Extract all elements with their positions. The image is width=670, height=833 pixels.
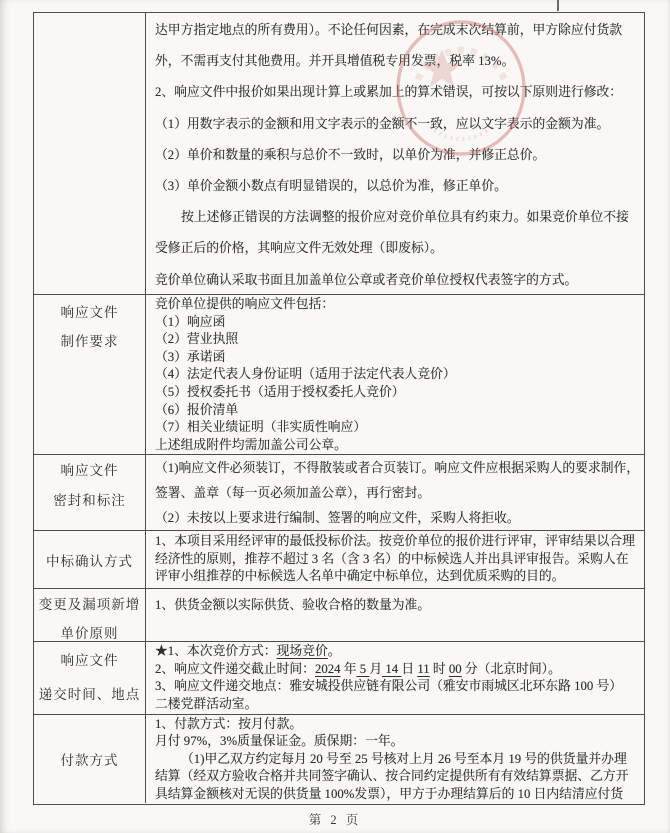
text-line: 2、响应文件中报价如果出现计算上或累加上的算术错误，可按以下原则进行修改： <box>155 85 623 100</box>
scan-artifact-line <box>557 0 559 11</box>
text-line: （3）单价金额小数点有明显错误的，以总价为准，修正单价。 <box>155 179 507 194</box>
underlined-value: 2024 <box>314 661 341 676</box>
text-line: 二楼党群活动室。 <box>155 696 258 711</box>
text-line: （3）承诺函 <box>155 349 226 364</box>
label-cell-empty <box>34 13 146 294</box>
label-cell <box>34 715 146 803</box>
text-line: 竞价单位提供的响应文件包括： <box>155 297 335 311</box>
row-label: 变更及漏项新增 <box>38 597 141 612</box>
content-cell <box>146 295 644 454</box>
label-cell <box>34 455 146 530</box>
row-label: 响应文件 <box>60 653 119 668</box>
row-label: 制作要求 <box>60 334 119 349</box>
underlined-value: 14 <box>382 661 402 676</box>
text-line: 达甲方指定地点的所有费用）。不论任何因素，在完成末次结算前，甲方除应付货款 <box>155 23 623 37</box>
label-cell <box>34 589 146 641</box>
row-label: 响应文件 <box>60 463 119 478</box>
content-cell <box>146 13 644 294</box>
text-line: 上述组成附件均需加盖公司公章。 <box>155 437 347 452</box>
content-cell <box>146 531 644 588</box>
underlined-value: 11 <box>417 661 430 676</box>
text-line: 受修正后的价格，其响应文件无效处理（即废标）。 <box>155 241 443 256</box>
text-line: （4）法定代表人身份证明（适用于法定代表人竞价） <box>155 367 456 382</box>
content-cell <box>146 589 644 641</box>
text-line: （1）响应函 <box>155 314 226 329</box>
table-row-payment-method <box>34 714 644 803</box>
text-line: （7）相关业绩证明（非实质性响应） <box>155 420 367 435</box>
text-line: 具结算金额核对无误的供货量 100%发票），甲方于办理结算后的 10 日内结清应付货 <box>155 786 624 801</box>
text-line: 外，不需再支付其他费用。并开具增值税专用发票，税率 13%。 <box>155 54 515 69</box>
text-segment: 年 <box>340 661 357 676</box>
row-label: 中标确认方式 <box>46 553 133 569</box>
table-row-submission-time-place <box>34 641 644 714</box>
text-line: （2）单价和数量的乘积与总价不一致时，以单价为准，并修正总价。 <box>155 147 546 162</box>
row-label: 付款方式 <box>60 753 119 768</box>
requirements-table <box>33 12 645 805</box>
text-line: 按上述修正错误的方法调整的报价应对竞价单位具有约束力。如果竞价单位不接 <box>181 210 629 225</box>
text-segment: 月 <box>369 661 383 676</box>
text-line: （6）报价清单 <box>155 402 239 417</box>
table-row-sealing-marking <box>34 454 644 530</box>
text-line: （1)甲乙双方约定每月 20 号至 25 号核对上月 26 号至本月 19 号的供货量并办理 <box>181 751 627 766</box>
text-line: 竞价单位确认采取书面且加盖单位公章或者竞价单位授权代表签字的方式。 <box>155 272 578 287</box>
text-line: （2）营业执照 <box>155 332 239 347</box>
text-line: 经济性的原则，推荐不超过 3 名（含 3 名）的中标候选人并出具评审报告。采购人在 <box>155 551 629 566</box>
label-cell <box>34 295 146 454</box>
underlined-value: 现场竞价 <box>276 644 328 658</box>
text-segment: 分（北京时间）。 <box>461 661 561 676</box>
underlined-value: 5 <box>356 661 370 676</box>
text-line: 签署、盖章（每一页必须加盖公章），再行密封。 <box>155 486 431 500</box>
row-label: 密封和标注 <box>53 493 126 508</box>
text-line: 月付 97%，3%质量保证金。质保期：一年。 <box>155 734 404 749</box>
row-label: 递交时间、地点 <box>38 687 141 702</box>
table-row-change-omission-pricing <box>34 588 644 641</box>
text-segment: 。 <box>327 644 341 658</box>
table-row-payment-terms-continued <box>34 13 644 294</box>
text-line: 评审小组推荐的中标候选人名单中确定中标单位，达到优质采购的目的。 <box>155 569 565 583</box>
underlined-value: 00 <box>448 661 462 676</box>
text-segment: 日 <box>401 661 418 676</box>
text-line: 1、供货金额以实际供货、验收合格的数量为准。 <box>155 598 431 612</box>
text-line: 1、付款方式：按月付款。 <box>155 717 303 731</box>
text-line: （2）未按以上要求进行编制、签署的响应文件，采购人将拒收。 <box>155 511 520 525</box>
text-line: 结算（经双方验收合格并共同签字确认、按合同约定提供所有有效结算票据、乙方开 <box>155 769 629 784</box>
row-label: 单价原则 <box>60 626 119 641</box>
table-row-award-confirmation <box>34 530 644 588</box>
text-segment: 时 <box>429 661 449 676</box>
text-line: 3、响应文件递交地点：雅安城投供应链有限公司（雅安市雨城区北环东路 100 号） <box>155 679 623 693</box>
text-line: 1、本项目采用经评审的最低投标价法。按竞价单位的报价进行评审，评审结果以合理 <box>155 534 635 548</box>
label-cell <box>34 531 146 588</box>
label-cell <box>34 642 146 714</box>
text-line: （1）用数字表示的金额和用文字表示的金额不一致，应以文字表示的金额为准。 <box>155 116 610 131</box>
content-cell <box>146 715 644 803</box>
text-line: （1)响应文件必须装订，不得散装或者合页装订。响应文件应根据采购人的要求制作， <box>155 461 639 475</box>
table-row-document-preparation <box>34 294 644 454</box>
text-line-bid-method <box>155 643 639 661</box>
text-line-deadline <box>155 661 639 679</box>
content-cell <box>146 455 644 530</box>
row-label: 响应文件 <box>60 305 119 320</box>
text-line: （5）授权委托书（适用于授权委托人竞价） <box>155 384 405 399</box>
text-segment: ★1、本次竞价方式： <box>155 644 277 658</box>
content-cell <box>146 642 644 714</box>
page-footer: 第 2 页 <box>308 813 362 827</box>
text-segment: 2、响应文件递交截止时间： <box>155 661 315 676</box>
